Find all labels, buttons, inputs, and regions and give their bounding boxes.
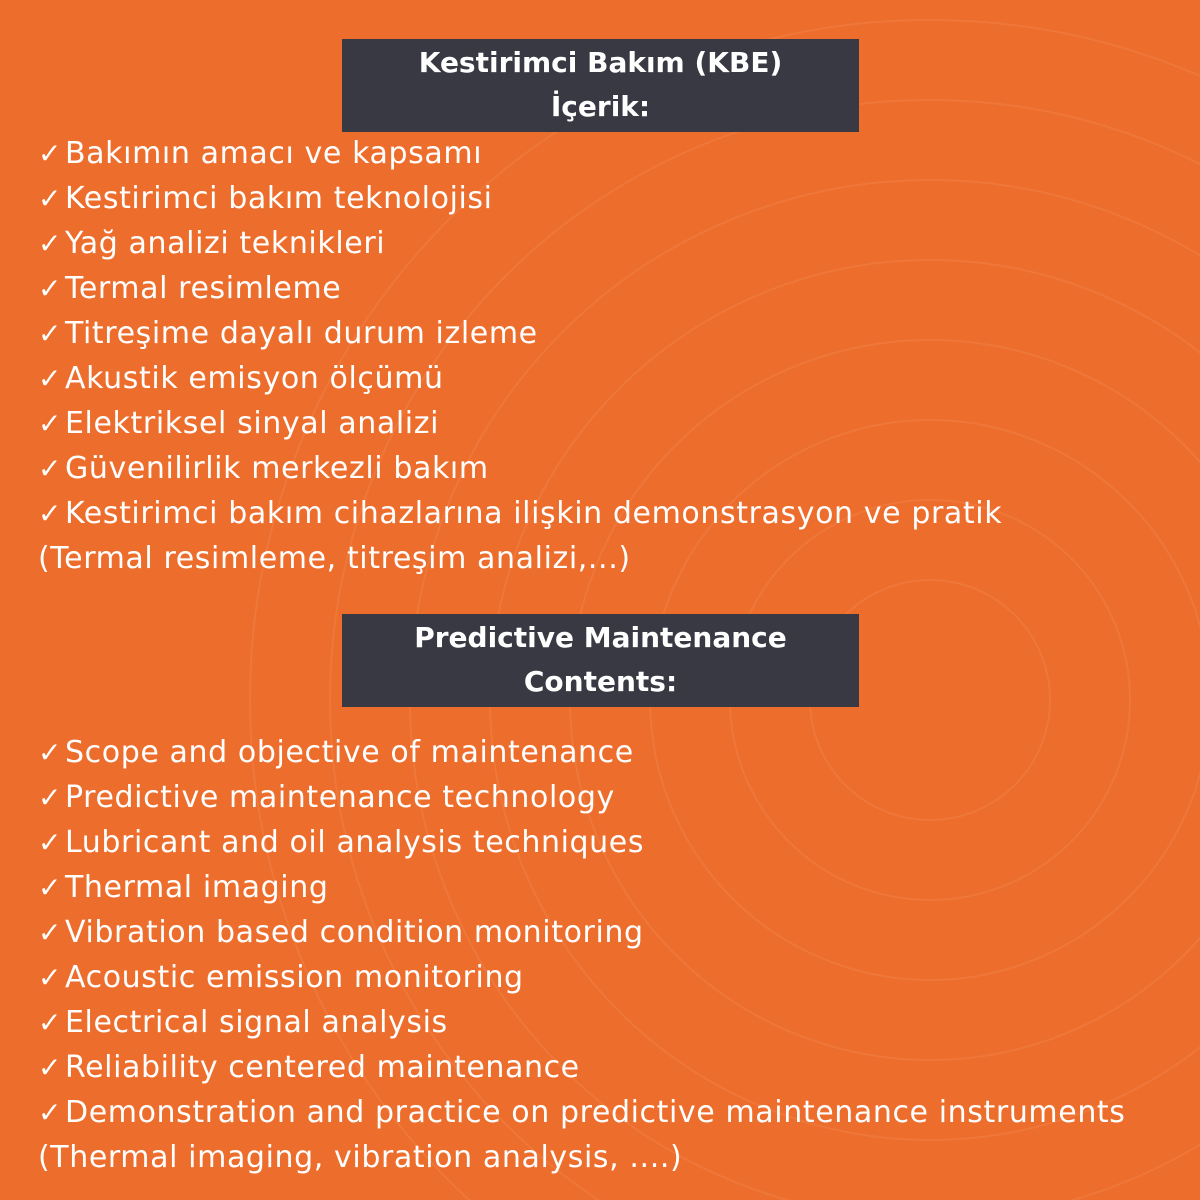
check-icon: ✓ — [38, 781, 63, 814]
list-item — [38, 910, 1126, 955]
list-item — [38, 176, 1002, 221]
check-icon: ✓ — [38, 317, 63, 350]
turkish-content-list — [38, 131, 1002, 581]
list-item-label: Güvenilirlik merkezli bakım — [65, 451, 489, 486]
check-icon: ✓ — [38, 871, 63, 904]
list-item — [38, 311, 1002, 356]
check-icon: ✓ — [38, 452, 63, 485]
list-item — [38, 775, 1126, 820]
check-icon: ✓ — [38, 407, 63, 440]
list-item-label: Scope and objective of maintenance — [65, 735, 634, 770]
check-icon: ✓ — [38, 826, 63, 859]
list-item — [38, 955, 1126, 1000]
check-icon: ✓ — [38, 736, 63, 769]
check-icon: ✓ — [38, 1006, 63, 1039]
check-icon: ✓ — [38, 182, 63, 215]
check-icon: ✓ — [38, 272, 63, 305]
list-item-label: Acoustic emission monitoring — [65, 960, 524, 995]
list-item — [38, 730, 1126, 775]
list-item-continuation: (Thermal imaging, vibration analysis, ....) — [38, 1140, 683, 1175]
list-item-continuation: (Termal resimleme, titreşim analizi,...) — [38, 541, 631, 576]
list-item — [38, 491, 1002, 536]
list-item-label: Kestirimci bakım teknolojisi — [65, 181, 493, 216]
list-item — [38, 1000, 1126, 1045]
check-icon: ✓ — [38, 916, 63, 949]
check-icon: ✓ — [38, 362, 63, 395]
list-item — [38, 446, 1002, 491]
check-icon: ✓ — [38, 1096, 63, 1129]
list-item — [38, 401, 1002, 446]
list-item-label: Termal resimleme — [65, 271, 342, 306]
check-icon: ✓ — [38, 137, 63, 170]
list-item — [38, 820, 1126, 865]
list-item-label: Elektriksel sinyal analizi — [65, 406, 440, 441]
list-item-label: Demonstration and practice on predictive maintenance instruments — [65, 1095, 1126, 1130]
list-item-label: Yağ analizi teknikleri — [65, 226, 386, 261]
list-item — [38, 221, 1002, 266]
list-item-label: Titreşime dayalı durum izleme — [65, 316, 538, 351]
turkish-title-line2: İçerik: — [550, 90, 651, 123]
list-item-label: Thermal imaging — [65, 870, 329, 905]
list-item-label: Electrical signal analysis — [65, 1005, 448, 1040]
list-item — [38, 1045, 1126, 1090]
list-item-label: Lubricant and oil analysis techniques — [65, 825, 645, 860]
list-item-label: Predictive maintenance technology — [65, 780, 615, 815]
check-icon: ✓ — [38, 497, 63, 530]
english-title-line1: Predictive Maintenance — [414, 621, 787, 654]
list-item — [38, 865, 1126, 910]
list-item-label: Akustik emisyon ölçümü — [65, 361, 444, 396]
list-item — [38, 356, 1002, 401]
check-icon: ✓ — [38, 227, 63, 260]
list-item — [38, 266, 1002, 311]
english-section-title — [342, 614, 859, 707]
turkish-section-title — [342, 39, 859, 132]
list-item-label: Kestirimci bakım cihazlarına ilişkin demonstrasyon ve pratik — [65, 496, 1003, 531]
check-icon: ✓ — [38, 1051, 63, 1084]
list-item-label: Vibration based condition monitoring — [65, 915, 644, 950]
check-icon: ✓ — [38, 961, 63, 994]
list-item-label: Reliability centered maintenance — [65, 1050, 580, 1085]
turkish-title-line1: Kestirimci Bakım (KBE) — [418, 46, 783, 79]
list-item — [38, 1090, 1126, 1135]
english-content-list — [38, 730, 1126, 1180]
list-item-label: Bakımın amacı ve kapsamı — [65, 136, 483, 171]
list-item — [38, 131, 1002, 176]
english-title-line2: Contents: — [523, 665, 678, 698]
